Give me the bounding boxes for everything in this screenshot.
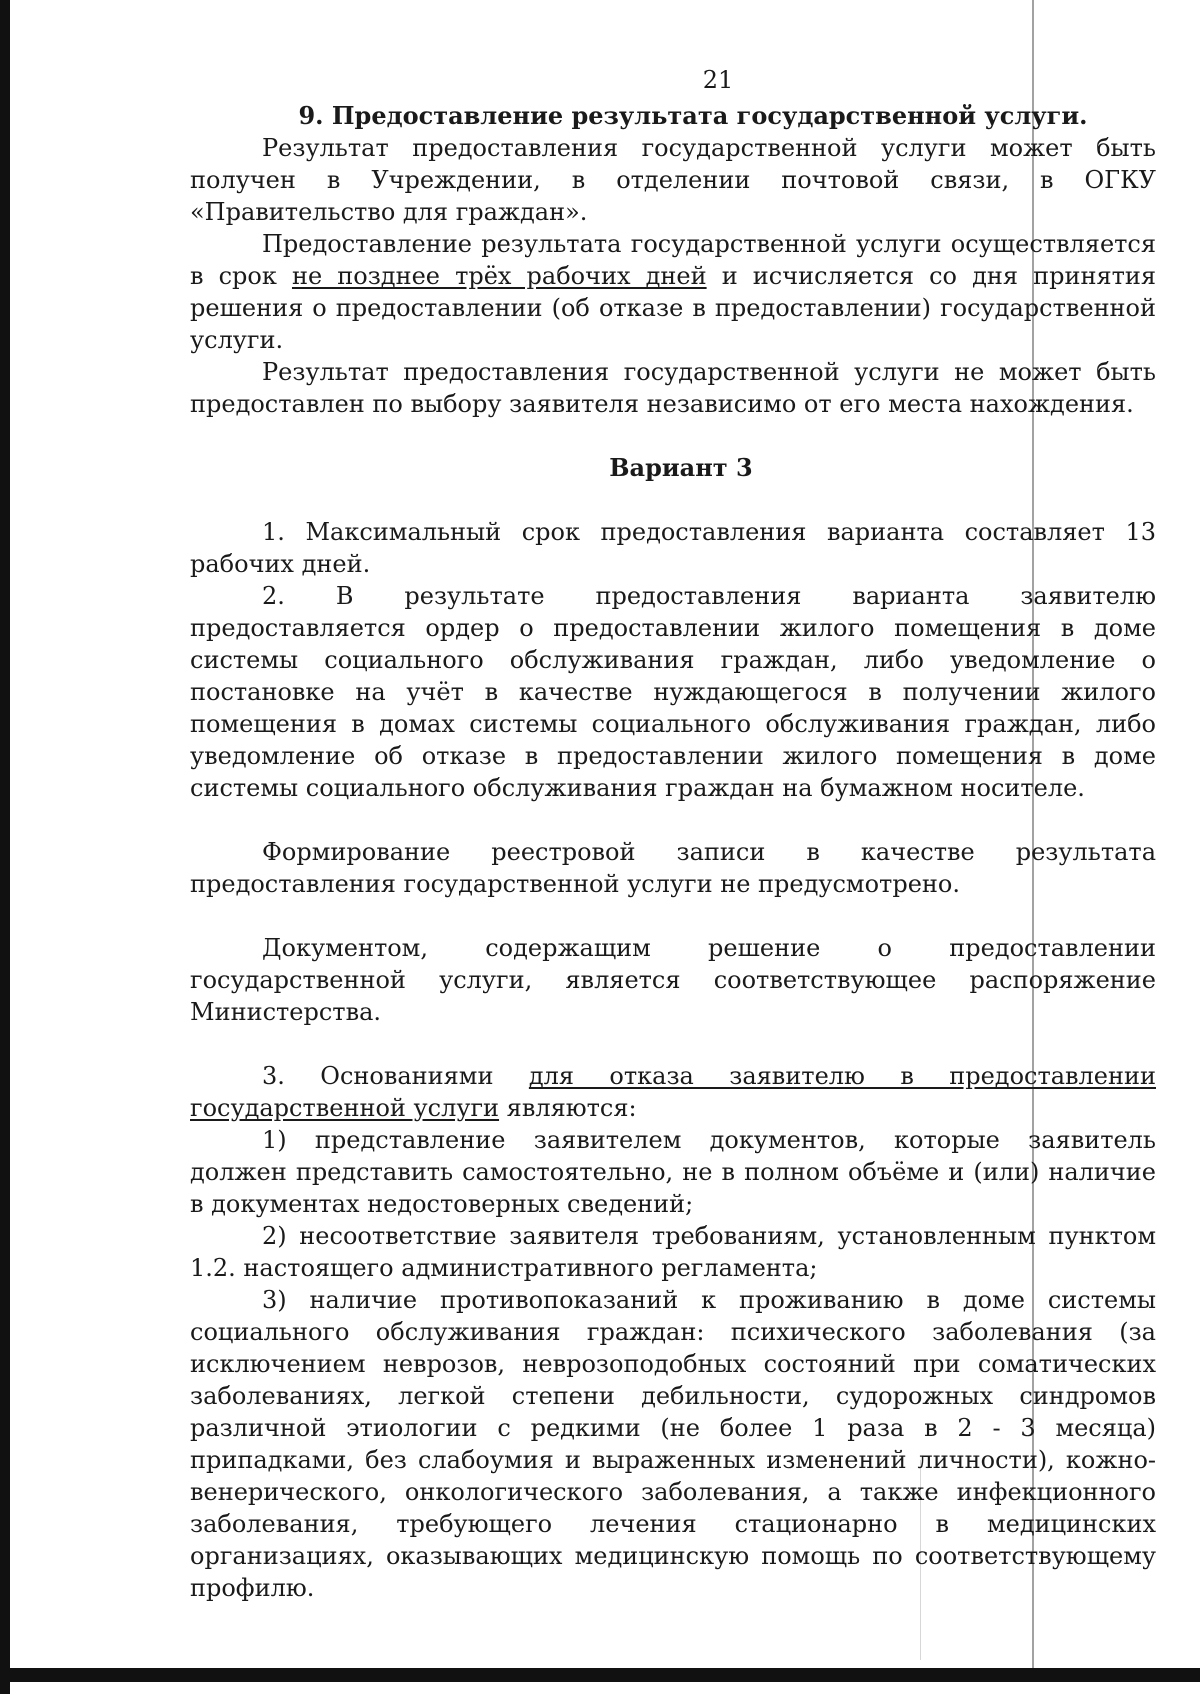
refusal-grounds-underlined: для отказа заявителю в предоставлении государственной услуги: [190, 1062, 1156, 1122]
result-term-text-start: Предоставление результата государственной услуги осуществляется в срок: [190, 230, 1156, 290]
scan-border-bottom: [0, 1668, 1200, 1682]
result-term-paragraph: [190, 228, 1156, 356]
result-location-paragraph: Результат предоставления государственной услуги не может быть предоставлен по выбору заявителя независимо от его места нахождения.: [190, 358, 1156, 418]
variant-item-2: 2. В результате предоставления варианта заявителю предоставляется ордер о предоставлении жилого помещения в доме системы социального обслуживания граждан, либо уведомление о постановке на учёт в качестве нуждающегося в получении жилого помещения в домах системы социального обслуживания граждан, либо уведомление об отказе в предоставлении жилого помещения в доме системы социального обслуживания граждан на бумажном носителе.: [190, 582, 1156, 802]
decision-document-paragraph: Документом, содержащим решение о предоставлении государственной услуги, является соответствующее распоряжение Министерства.: [190, 934, 1156, 1026]
variant-heading: Вариант 3: [609, 453, 753, 482]
spacer: [190, 1028, 1156, 1060]
spacer: [190, 804, 1156, 836]
refusal-grounds-text-start: 3. Основаниями: [262, 1062, 529, 1090]
result-receipt-paragraph: Результат предоставления государственной услуги может быть получен в Учреждении, в отделении почтовой связи, в ОГКУ «Правительство для граждан».: [190, 134, 1156, 226]
variant-item-3: [190, 1060, 1156, 1124]
variant-item-1: 1. Максимальный срок предоставления варианта составляет 13 рабочих дней.: [190, 518, 1156, 578]
refusal-reason-2: 2) несоответствие заявителя требованиям, установленным пунктом 1.2. настоящего административного регламента;: [190, 1222, 1156, 1282]
page-number: 21: [702, 66, 734, 94]
result-term-text-end: и исчисляется со дня принятия решения о предоставлении (об отказе в предоставлении) государственной услуги.: [190, 262, 1157, 354]
document-page: [190, 64, 1156, 1604]
refusal-grounds-text-end: являются:: [499, 1094, 637, 1122]
result-term-underlined: не позднее трёх рабочих дней: [291, 262, 707, 290]
section-heading: 9. Предоставление результата государственной услуги.: [298, 101, 1088, 130]
scan-border-left: [0, 0, 10, 1694]
spacer: [190, 900, 1156, 932]
registry-record-paragraph: Формирование реестровой записи в качестве результата предоставления государственной услуги не предусмотрено.: [190, 838, 1156, 898]
refusal-reason-3: 3) наличие противопоказаний к проживанию в доме системы социального обслуживания граждан: психического заболевания (за исключением неврозов, неврозоподобных состояний при соматических заболеваниях, легкой степени дебильности, судорожных синдромов различной этиологии с редкими (не более 1 раза в 2 - 3 месяца) припадками, без слабоумия и выраженных изменений личности), кожно-венерического, онкологического заболевания, а также инфекционного заболевания, требующего лечения стационарно в медицинских организациях, оказывающих медицинскую помощь по соответствующему профилю.: [190, 1286, 1156, 1602]
refusal-reason-1: 1) представление заявителем документов, которые заявитель должен представить самостоятельно, не в полном объёме и (или) наличие в документах недостоверных сведений;: [190, 1126, 1156, 1218]
